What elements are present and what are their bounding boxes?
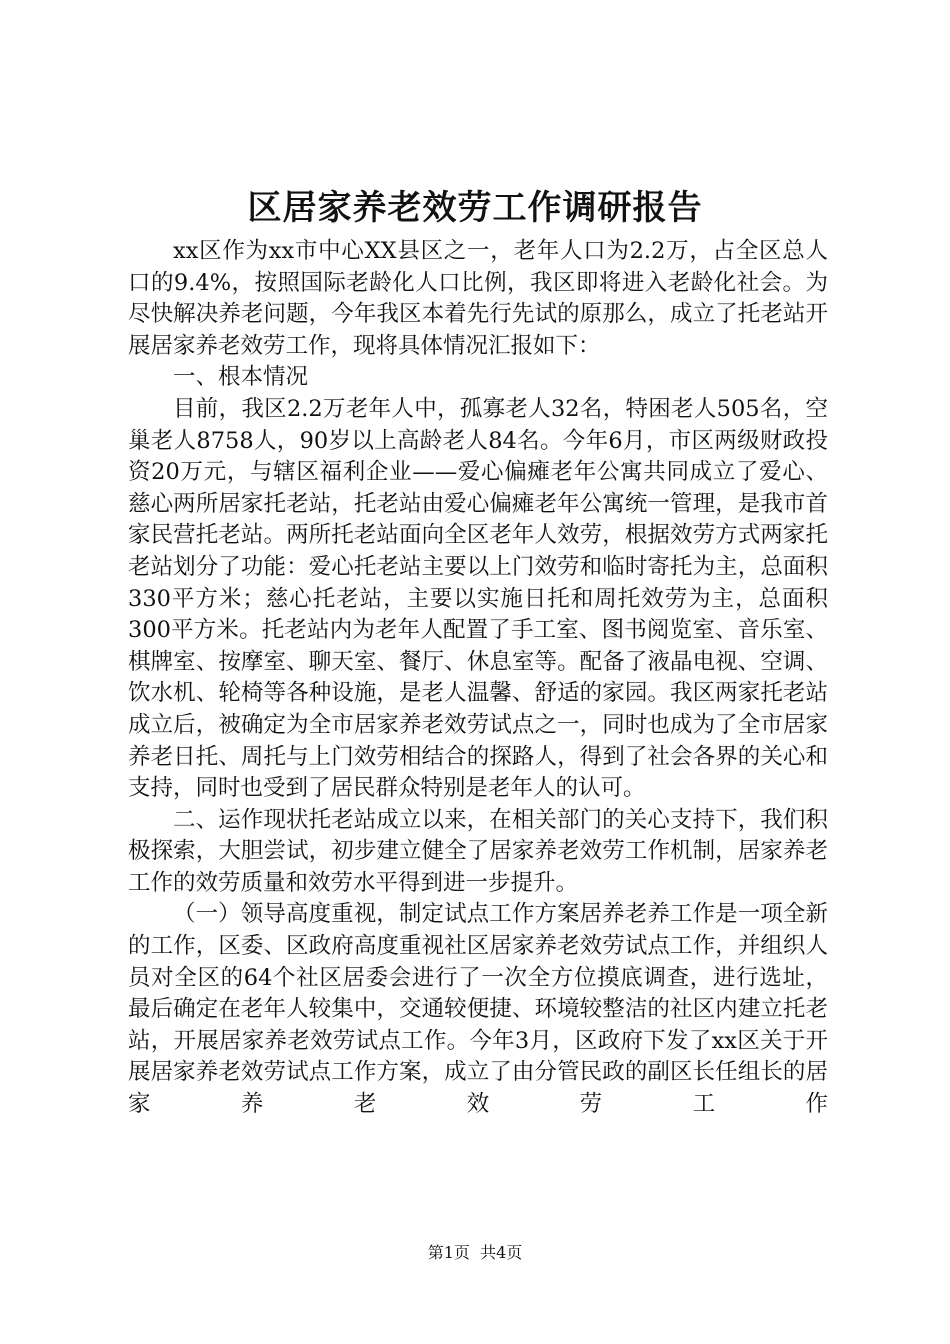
document-title: 区居家养老效劳工作调研报告 — [247, 188, 703, 228]
section-heading-basic: 一、根本情况 — [173, 364, 309, 391]
page-total: 共4页 — [480, 1243, 523, 1262]
paragraph-intro: xx区作为xx市中心XX县区之一，老年人口为2.2万，占全区总人口的9.4%，按照国际老龄化人口比例，我区即将进入老龄化社会。为尽快解决养老问题，今年我区本着先行先试的原那么，成立了托老站开展居家养老效劳工作，现将具体情况汇报如下： — [128, 238, 828, 359]
paragraph-basic-situation: 目前，我区2.2万老年人中，孤寡老人32名，特困老人505名，空巢老人8758人，90岁以上高龄老人84名。今年6月，市区两级财政投资20万元，与辖区福利企业——爱心偏瘫老年公寓共同成立了爱心、慈心两所居家托老站，托老站由爱心偏瘫老年公寓统一管理，是我市首家民营托老站。两所托老站面向全区老年人效劳，根据效劳方式两家托老站划分了功能：爱心托老站主要以上门效劳和临时寄托为主，总面积330平方米；慈心托老站，主要以实施日托和周托效劳为主，总面积300平方米。托老站内为老年人配置了手工室、图书阅览室、音乐室、棋牌室、按摩室、聊天室、餐厅、休息室等。配备了液晶电视、空调、饮水机、轮椅等各种设施，是老人温馨、舒适的家园。我区两家托老站成立后，被确定为全市居家养老效劳试点之一，同时也成为了全市居家养老日托、周托与上门效劳相结合的探路人，得到了社会各界的关心和支持，同时也受到了居民群众特别是老年人的认可。 — [128, 395, 828, 802]
document-body — [128, 236, 828, 1121]
page-footer — [0, 1242, 950, 1264]
page-number: 第1页 — [427, 1243, 470, 1262]
paragraph-operation-status: 二、运作现状托老站成立以来，在相关部门的关心支持下，我们积极探索，大胆尝试，初步建立健全了居家养老效劳工作机制，居家养老工作的效劳质量和效劳水平得到进一步提升。 — [128, 806, 828, 896]
paragraph-leadership: （一）领导高度重视，制定试点工作方案居养老养工作是一项全新的工作，区委、区政府高度重视社区居家养老效劳试点工作，并组织人员对全区的64个社区居委会进行了一次全方位摸底调查，进行选址，最后确定在老年人较集中，交通较便捷、环境较整洁的社区内建立托老站，开展居家养老效劳试点工作。今年3月，区政府下发了xx区关于开展居家养老效劳试点工作方案，成立了由分管民政的副区长任组长的居家养老效劳工作 — [128, 901, 828, 1118]
